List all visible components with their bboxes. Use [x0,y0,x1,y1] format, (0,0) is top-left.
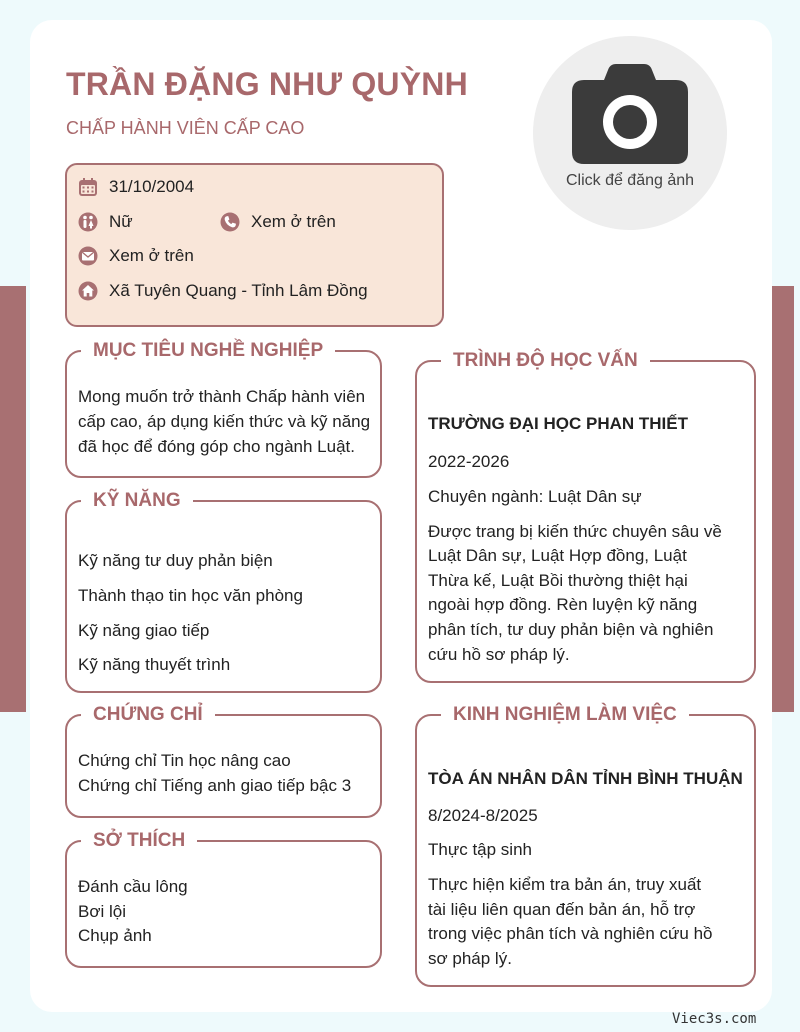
email-value: Xem ở trên [109,246,194,265]
education-title: TRÌNH ĐỘ HỌC VẤN [441,348,650,374]
address-value: Xã Tuyên Quang - Tỉnh Lâm Đồng [109,281,368,300]
certificate-item: Chứng chỉ Tin học nâng cao [78,751,291,770]
company-name: TÒA ÁN NHÂN DÂN TỈNH BÌNH THUẬN [428,769,743,788]
education-description-line: phân tích, tư duy phản biện và nghiên [428,620,714,639]
hobby-item: Chụp ảnh [78,926,152,945]
career-objective-title: MỤC TIÊU NGHỀ NGHIỆP [81,338,335,364]
photo-upload-button[interactable] [533,36,727,230]
education-description-line: cứu hồ sơ pháp lý. [428,645,570,664]
hobby-item: Bơi lội [78,902,126,921]
education-description-line: Luật Dân sự, Luật Hợp đồng, Luật [428,546,687,565]
gender-row [78,212,133,232]
calendar-icon [78,177,98,197]
phone-row [220,212,336,232]
objective-line: Mong muốn trở thành Chấp hành viên [78,387,366,406]
education-description-line: ngoài hợp đồng. Rèn luyện kỹ năng [428,595,698,614]
experience-period: 8/2024-8/2025 [428,806,538,825]
school-name: TRƯỜNG ĐẠI HỌC PHAN THIẾT [428,414,688,433]
experience-description-line: sơ pháp lý. [428,949,512,968]
home-icon [78,281,98,301]
phone-value: Xem ở trên [251,212,336,231]
candidate-name: TRẦN ĐẶNG NHƯ QUỲNH [66,66,468,102]
gender-icon [78,212,98,232]
experience-description-line: tài liệu liên quan đến bản án, hỗ trợ [428,900,696,919]
experience-section [415,704,756,987]
hobbies-title: SỞ THÍCH [81,828,197,854]
photo-upload-label: Click để đăng ảnh [565,172,695,189]
watermark: Viec3s.com [672,1011,757,1027]
experience-description-line: Thực hiện kiểm tra bản án, truy xuất [428,875,702,894]
education-major: Chuyên ngành: Luật Dân sự [428,487,642,506]
camera-icon [572,64,688,164]
hobbies-section [65,830,382,968]
career-objective-section [65,340,382,478]
skill-item: Kỹ năng tư duy phản biện [78,551,273,570]
birthday-value: 31/10/2004 [109,177,195,196]
skill-item: Kỹ năng giao tiếp [78,621,210,640]
objective-line: cấp cao, áp dụng kiến thức và kỹ năng [78,412,371,431]
gender-value: Nữ [109,212,133,231]
right-accent-band [772,286,794,712]
skill-item: Thành thạo tin học văn phòng [78,586,303,605]
education-description-line: Thừa kế, Luật Bồi thường thiệt hại [428,571,688,590]
objective-line: đã học để đóng góp cho ngành Luật. [78,437,355,456]
contact-info-box [65,163,444,327]
education-period: 2022-2026 [428,452,510,471]
skill-item: Kỹ năng thuyết trình [78,655,231,674]
certificate-item: Chứng chỉ Tiếng anh giao tiếp bậc 3 [78,776,352,795]
experience-description-line: trong việc phân tích và nghiên cứu hồ [428,924,713,943]
education-description-line: Được trang bị kiến thức chuyên sâu về [428,522,722,541]
birthday-row [78,177,194,197]
job-title: CHẤP HÀNH VIÊN CẤP CAO [66,118,305,138]
education-section [415,350,756,683]
experience-role: Thực tập sinh [428,840,532,859]
certificates-title: CHỨNG CHỈ [81,702,215,728]
skills-title: KỸ NĂNG [81,488,193,514]
hobby-item: Đánh cầu lông [78,877,188,896]
phone-icon [220,212,240,232]
experience-title: KINH NGHIỆM LÀM VIỆC [441,702,689,728]
certificates-section [65,704,382,818]
skills-section [65,490,382,693]
email-icon [78,246,98,266]
address-row [78,281,368,301]
email-row [78,246,194,266]
left-accent-band [0,286,26,712]
